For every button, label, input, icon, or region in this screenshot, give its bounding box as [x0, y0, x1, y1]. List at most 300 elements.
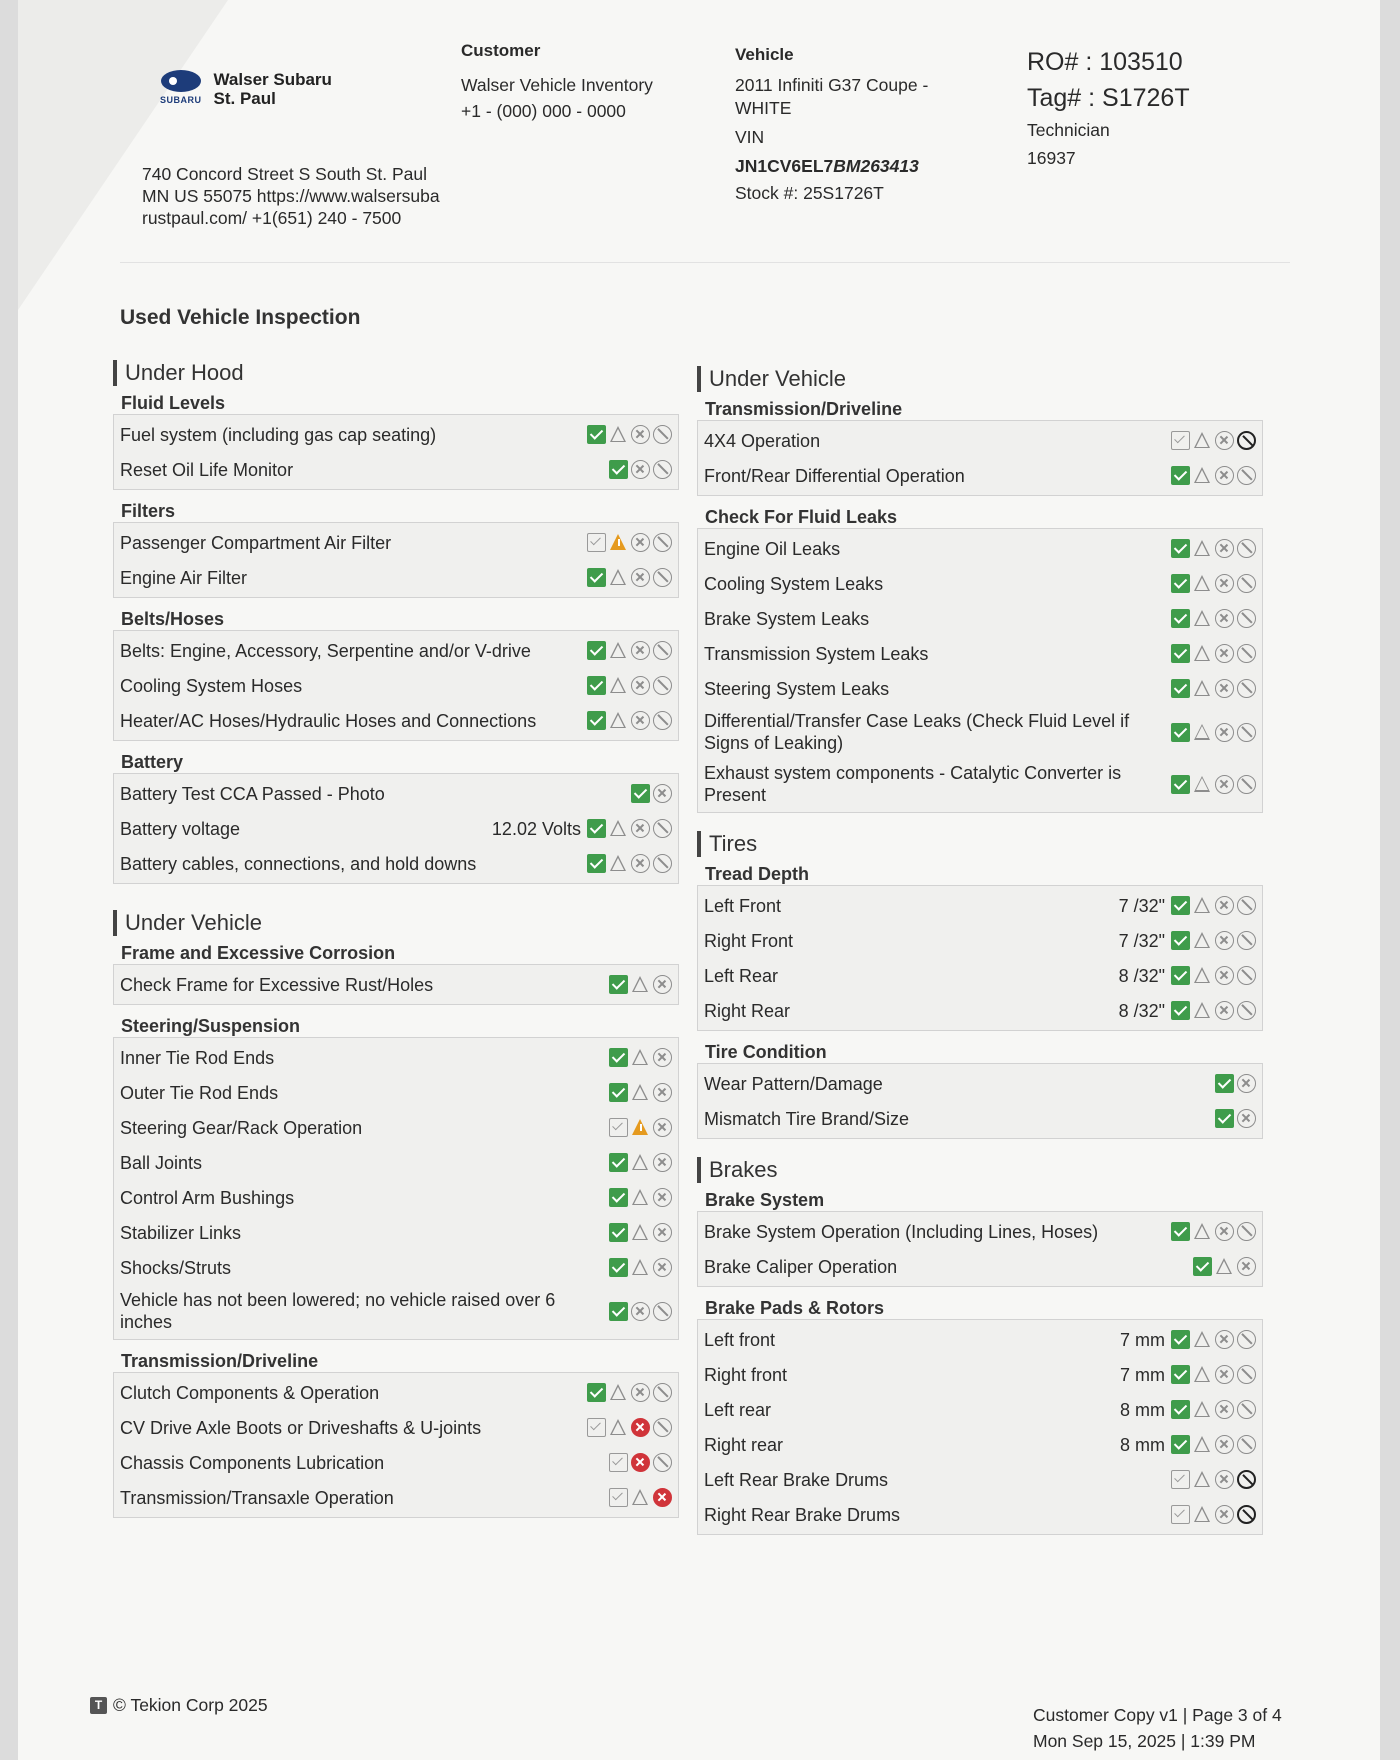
status-icons	[587, 1418, 672, 1437]
customer-name: Walser Vehicle Inventory	[461, 75, 653, 95]
item-label: Right Front	[704, 930, 794, 951]
customer-label: Customer	[461, 41, 541, 60]
inspection-item-vehicle-has-not-been-lowered-no-vehicle-	[114, 1285, 678, 1337]
warning-triangle-icon	[1193, 1222, 1212, 1241]
warning-triangle-icon	[1193, 609, 1212, 628]
section-title: Under Vehicle	[113, 910, 679, 936]
item-value: 7 /32"	[1118, 930, 1165, 951]
check-box-icon-checked	[1171, 1222, 1190, 1241]
dealer-logo	[160, 70, 344, 108]
item-value: 7 /32"	[1118, 895, 1165, 916]
not-applicable-icon	[653, 711, 672, 730]
check-box-icon-checked	[609, 1153, 628, 1172]
x-circle-icon	[1215, 466, 1234, 485]
check-box-icon	[609, 1488, 628, 1507]
item-label: Reset Oil Life Monitor	[120, 459, 294, 480]
x-circle-icon	[1215, 1435, 1234, 1454]
warning-triangle-icon	[631, 1258, 650, 1277]
warning-triangle-icon	[609, 854, 628, 873]
not-applicable-icon	[653, 533, 672, 552]
group-box	[697, 420, 1263, 496]
inspection-item-inner-tie-rod-ends	[114, 1040, 678, 1075]
warning-triangle-icon	[1193, 723, 1212, 742]
inspection-item-right-front	[698, 923, 1262, 958]
warning-triangle-icon	[1193, 644, 1212, 663]
item-label: Exhaust system components - Catalytic Converter is Present	[704, 763, 1122, 805]
not-applicable-icon	[1237, 574, 1256, 593]
copy-info: Customer Copy v1 | Page 3 of 4	[1033, 1705, 1282, 1725]
x-circle-icon	[653, 1153, 672, 1172]
x-circle-icon	[1215, 775, 1234, 794]
status-icons	[609, 1453, 672, 1472]
check-box-icon-checked	[609, 1083, 628, 1102]
subaru-logo-icon	[161, 70, 201, 92]
not-applicable-icon	[1237, 1400, 1256, 1419]
item-label: Brake Caliper Operation	[704, 1256, 898, 1277]
item-label: Ball Joints	[120, 1152, 203, 1173]
warning-triangle-icon	[1193, 1400, 1212, 1419]
not-applicable-icon	[653, 1453, 672, 1472]
status-icons	[1171, 679, 1256, 698]
not-applicable-icon-active	[1237, 1470, 1256, 1489]
group-title-steering-suspension: Steering/Suspension	[121, 1016, 301, 1036]
group-box	[113, 1372, 679, 1518]
check-box-icon-checked	[1171, 1330, 1190, 1349]
section-brakes	[697, 1157, 1263, 1535]
x-circle-icon	[631, 711, 650, 730]
warning-triangle-icon	[631, 975, 650, 994]
inspection-item-wear-pattern-damage	[698, 1066, 1262, 1101]
x-circle-icon	[1215, 896, 1234, 915]
check-box-icon-checked	[1171, 723, 1190, 742]
vin-value: JN1CV6EL7BM263413	[735, 156, 919, 176]
not-applicable-icon	[653, 1302, 672, 1321]
warning-triangle-icon	[609, 1383, 628, 1402]
vehicle-description: 2011 Infiniti G37 Coupe - WHITE	[735, 75, 929, 118]
x-circle-icon	[1215, 679, 1234, 698]
group-title-filters: Filters	[121, 501, 176, 521]
item-label: Vehicle has not been lowered; no vehicle raised over 6 inches	[120, 1290, 556, 1332]
status-icons	[1171, 609, 1256, 628]
x-circle-icon	[631, 676, 650, 695]
status-icons	[1171, 1400, 1256, 1419]
group-title-transmission-driveline: Transmission/Driveline	[121, 1351, 319, 1371]
group-title-check-for-fluid-leaks: Check For Fluid Leaks	[705, 507, 898, 527]
group-title-tread-depth: Tread Depth	[705, 864, 810, 884]
not-applicable-icon	[1237, 1222, 1256, 1241]
item-value: 8 mm	[1120, 1434, 1165, 1455]
item-label: Front/Rear Differential Operation	[704, 465, 965, 486]
status-icons	[609, 1488, 672, 1507]
inspection-item-left-rear	[698, 1392, 1262, 1427]
not-applicable-icon-active	[1237, 1505, 1256, 1524]
group-title-tire-condition: Tire Condition	[705, 1042, 827, 1062]
status-icons	[1171, 431, 1256, 450]
check-box-icon-checked	[1171, 1001, 1190, 1020]
check-box-icon-checked	[609, 1258, 628, 1277]
inspection-item-brake-system-leaks	[698, 601, 1262, 636]
inspection-item-4x4-operation	[698, 423, 1262, 458]
x-circle-icon	[1215, 431, 1234, 450]
item-label: Left Front	[704, 895, 782, 916]
order-block	[1027, 44, 1190, 172]
group-box	[697, 1319, 1263, 1535]
item-label: Right Rear	[704, 1000, 791, 1021]
check-box-icon	[1171, 1505, 1190, 1524]
not-applicable-icon	[1237, 1001, 1256, 1020]
item-label: Fuel system (including gas cap seating)	[120, 424, 437, 445]
status-icons	[1171, 966, 1256, 985]
section-title: Under Hood	[113, 360, 679, 386]
x-circle-icon	[1215, 966, 1234, 985]
not-applicable-icon	[1237, 609, 1256, 628]
not-applicable-icon	[653, 1418, 672, 1437]
section-under-vehicle	[113, 910, 679, 1518]
check-box-icon	[609, 1453, 628, 1472]
inspection-item-right-rear-brake-drums	[698, 1497, 1262, 1532]
check-box-icon-checked	[1171, 644, 1190, 663]
x-circle-icon	[631, 425, 650, 444]
x-circle-icon	[1215, 609, 1234, 628]
warning-triangle-icon	[1193, 1001, 1212, 1020]
inspection-item-outer-tie-rod-ends	[114, 1075, 678, 1110]
x-circle-icon	[653, 975, 672, 994]
not-applicable-icon	[1237, 931, 1256, 950]
not-applicable-icon	[653, 641, 672, 660]
warning-triangle-icon	[631, 1188, 650, 1207]
group-box	[697, 885, 1263, 1031]
warning-triangle-icon	[1193, 1505, 1212, 1524]
item-value: 8 /32"	[1118, 965, 1165, 986]
item-label: CV Drive Axle Boots or Driveshafts & U-joints	[120, 1417, 482, 1438]
not-applicable-icon	[1237, 644, 1256, 663]
vehicle-block	[735, 43, 965, 205]
inspection-item-cooling-system-leaks	[698, 566, 1262, 601]
not-applicable-icon-active	[1237, 431, 1256, 450]
x-circle-icon	[631, 568, 650, 587]
repair-order-number: RO# : 103510	[1027, 48, 1183, 76]
status-icons	[1171, 1001, 1256, 1020]
status-icons	[1215, 1109, 1256, 1128]
group-box	[113, 1037, 679, 1340]
inspection-item-check-frame-for-excessive-rust-holes	[114, 967, 678, 1002]
customer-phone: +1 - (000) 000 - 0000	[461, 101, 626, 121]
item-label: Battery Test CCA Passed - Photo	[120, 783, 385, 804]
check-box-icon-checked	[609, 1188, 628, 1207]
status-icons	[1171, 775, 1256, 794]
check-box-icon-checked	[1171, 775, 1190, 794]
not-applicable-icon	[1237, 1330, 1256, 1349]
item-label: Engine Oil Leaks	[704, 538, 841, 559]
check-box-icon	[1171, 1470, 1190, 1489]
inspection-item-cv-drive-axle-boots-or-driveshafts-u-joi	[114, 1410, 678, 1445]
x-circle-icon	[1237, 1257, 1256, 1276]
warning-triangle-icon	[631, 1083, 650, 1102]
x-circle-icon	[631, 1302, 650, 1321]
inspection-item-ball-joints	[114, 1145, 678, 1180]
item-label: Mismatch Tire Brand/Size	[704, 1108, 910, 1129]
group-title-fluid-levels: Fluid Levels	[121, 393, 226, 413]
print-datetime: Mon Sep 15, 2025 | 1:39 PM	[1033, 1731, 1256, 1751]
item-label: Left Rear Brake Drums	[704, 1469, 889, 1490]
right-column	[697, 366, 1263, 1535]
inspection-item-passenger-compartment-air-filter	[114, 525, 678, 560]
group-title-brake-pads-rotors: Brake Pads & Rotors	[705, 1298, 885, 1318]
inspection-item-battery-test-cca-passed-photo	[114, 776, 678, 811]
item-label: Chassis Components Lubrication	[120, 1452, 385, 1473]
item-label: Belts: Engine, Accessory, Serpentine and/or V-drive	[120, 640, 531, 661]
item-label: Brake System Leaks	[704, 608, 870, 629]
status-icons	[609, 1048, 672, 1067]
status-icons	[587, 711, 672, 730]
item-value: 7 mm	[1120, 1364, 1165, 1385]
inspection-item-reset-oil-life-monitor	[114, 452, 678, 487]
check-box-icon-checked	[1171, 574, 1190, 593]
warning-triangle-icon	[1193, 539, 1212, 558]
item-label: Cooling System Hoses	[120, 675, 303, 696]
warning-triangle-icon	[609, 641, 628, 660]
not-applicable-icon	[1237, 723, 1256, 742]
check-box-icon-checked	[587, 854, 606, 873]
vehicle-label: Vehicle	[735, 45, 794, 64]
inspection-item-control-arm-bushings	[114, 1180, 678, 1215]
warning-triangle-icon	[1193, 1330, 1212, 1349]
inspection-item-left-front	[698, 1322, 1262, 1357]
x-circle-icon-active	[653, 1488, 672, 1507]
check-box-icon-checked	[631, 784, 650, 803]
x-circle-icon	[1215, 1001, 1234, 1020]
x-circle-icon	[1215, 574, 1234, 593]
item-label: Transmission/Transaxle Operation	[120, 1487, 394, 1508]
stock-number: Stock #: 25S1726T	[735, 183, 884, 203]
inspection-item-transmission-system-leaks	[698, 636, 1262, 671]
item-label: Left Rear	[704, 965, 779, 986]
warning-triangle-icon	[609, 711, 628, 730]
check-box-icon-checked	[587, 641, 606, 660]
group-title-transmission-driveline: Transmission/Driveline	[705, 399, 903, 419]
group-title-brake-system: Brake System	[705, 1190, 825, 1210]
warning-triangle-icon	[1193, 431, 1212, 450]
warning-triangle-icon	[1193, 896, 1212, 915]
item-label: Stabilizer Links	[120, 1222, 242, 1243]
item-label: Left rear	[704, 1399, 772, 1420]
item-label: Differential/Transfer Case Leaks (Check Fluid Level if Signs of Leaking)	[704, 711, 1130, 753]
check-box-icon-checked	[1171, 966, 1190, 985]
inspection-item-fuel-system-including-gas-cap-seating	[114, 417, 678, 452]
status-icons	[609, 975, 672, 994]
page-corner-fold	[18, 0, 228, 310]
inspection-item-exhaust-system-components-catalytic-conv	[698, 758, 1262, 810]
check-box-icon	[1171, 431, 1190, 450]
not-applicable-icon	[1237, 1435, 1256, 1454]
x-circle-icon	[631, 533, 650, 552]
inspection-item-steering-gear-rack-operation	[114, 1110, 678, 1145]
section-title: Brakes	[697, 1157, 1263, 1183]
x-circle-icon	[1215, 1222, 1234, 1241]
item-value: 8 /32"	[1118, 1000, 1165, 1021]
not-applicable-icon	[1237, 679, 1256, 698]
item-label: Right front	[704, 1364, 788, 1385]
x-circle-icon	[1237, 1109, 1256, 1128]
check-box-icon-checked	[1171, 1400, 1190, 1419]
dealer-name: Walser Subaru St. Paul	[213, 70, 332, 108]
item-label: Battery voltage	[120, 818, 241, 839]
customer-block	[461, 38, 653, 124]
inspection-item-heater-ac-hoses-hydraulic-hoses-and-conn	[114, 703, 678, 738]
item-value: 8 mm	[1120, 1399, 1165, 1420]
item-label: Right rear	[704, 1434, 784, 1455]
group-title-battery: Battery	[121, 752, 184, 772]
status-icons	[587, 1383, 672, 1402]
item-label: Shocks/Struts	[120, 1257, 232, 1278]
inspection-item-right-front	[698, 1357, 1262, 1392]
status-icons	[609, 1302, 672, 1321]
check-box-icon-checked	[1193, 1257, 1212, 1276]
warning-triangle-icon	[631, 1153, 650, 1172]
inspection-item-chassis-components-lubrication	[114, 1445, 678, 1480]
warning-triangle-icon-active	[609, 533, 628, 552]
status-icons	[1171, 574, 1256, 593]
inspection-item-engine-oil-leaks	[698, 531, 1262, 566]
x-circle-icon	[1215, 931, 1234, 950]
item-label: Engine Air Filter	[120, 567, 248, 588]
x-circle-icon	[653, 1223, 672, 1242]
check-box-icon-checked	[609, 975, 628, 994]
check-box-icon-checked	[587, 568, 606, 587]
status-icons	[1171, 1505, 1256, 1524]
warning-triangle-icon	[1215, 1257, 1234, 1276]
x-circle-icon	[653, 784, 672, 803]
group-box	[113, 630, 679, 741]
status-icons	[1171, 896, 1256, 915]
logo-wordmark: SUBARU	[160, 95, 202, 105]
group-box	[113, 964, 679, 1005]
not-applicable-icon	[1237, 539, 1256, 558]
inspection-item-transmission-transaxle-operation	[114, 1480, 678, 1515]
status-icons	[587, 568, 672, 587]
footer-page-info	[1033, 1702, 1282, 1754]
x-circle-icon	[1215, 1330, 1234, 1349]
warning-triangle-icon	[1193, 1365, 1212, 1384]
item-label: Left front	[704, 1329, 776, 1350]
status-icons	[609, 1223, 672, 1242]
inspection-item-left-rear-brake-drums	[698, 1462, 1262, 1497]
check-box-icon-checked	[587, 1383, 606, 1402]
technician-label: Technician	[1027, 120, 1110, 140]
x-circle-icon	[1215, 644, 1234, 663]
x-circle-icon-active	[631, 1418, 650, 1437]
header-divider	[120, 262, 1290, 263]
document-title: Used Vehicle Inspection	[120, 306, 361, 329]
check-box-icon-checked	[1171, 466, 1190, 485]
status-icons	[1171, 1470, 1256, 1489]
x-circle-icon	[1215, 723, 1234, 742]
check-box-icon-checked	[1171, 1365, 1190, 1384]
status-icons	[1171, 723, 1256, 742]
item-value: 7 mm	[1120, 1329, 1165, 1350]
group-box	[113, 773, 679, 884]
status-icons	[587, 425, 672, 444]
not-applicable-icon	[653, 425, 672, 444]
status-icons	[609, 1153, 672, 1172]
inspection-item-left-front	[698, 888, 1262, 923]
check-box-icon-checked	[1171, 539, 1190, 558]
item-label: Battery cables, connections, and hold downs	[120, 853, 477, 874]
x-circle-icon	[653, 1188, 672, 1207]
check-box-icon-checked	[587, 425, 606, 444]
inspection-item-stabilizer-links	[114, 1215, 678, 1250]
inspection-item-belts-engine-accessory-serpentine-and-or	[114, 633, 678, 668]
check-box-icon-checked	[609, 1302, 628, 1321]
warning-triangle-icon	[631, 1223, 650, 1242]
status-icons	[609, 1258, 672, 1277]
check-box-icon	[587, 1418, 606, 1437]
item-label: Control Arm Bushings	[120, 1187, 295, 1208]
item-label: Check Frame for Excessive Rust/Holes	[120, 974, 434, 995]
warning-triangle-icon-active	[631, 1118, 650, 1137]
warning-triangle-icon	[1193, 1435, 1212, 1454]
inspection-item-front-rear-differential-operation	[698, 458, 1262, 493]
inspection-item-steering-system-leaks	[698, 671, 1262, 706]
x-circle-icon	[631, 641, 650, 660]
status-icons	[587, 854, 672, 873]
status-icons	[1171, 1435, 1256, 1454]
inspection-item-brake-system-operation-including-lines-h	[698, 1214, 1262, 1249]
x-circle-icon	[1215, 1470, 1234, 1489]
item-value: 12.02 Volts	[491, 818, 581, 839]
status-icons	[609, 1188, 672, 1207]
status-icons	[1171, 931, 1256, 950]
check-box-icon-checked	[1171, 1435, 1190, 1454]
status-icons	[1171, 1330, 1256, 1349]
item-label: Outer Tie Rod Ends	[120, 1082, 279, 1103]
warning-triangle-icon	[609, 425, 628, 444]
not-applicable-icon	[1237, 775, 1256, 794]
inspection-item-brake-caliper-operation	[698, 1249, 1262, 1284]
item-label: 4X4 Operation	[704, 430, 821, 451]
check-box-icon-checked	[1215, 1109, 1234, 1128]
item-label: Inner Tie Rod Ends	[120, 1047, 275, 1068]
item-label: Cooling System Leaks	[704, 573, 884, 594]
vin-label: VIN	[735, 127, 765, 147]
x-circle-icon	[1215, 1505, 1234, 1524]
tekion-logo-icon: T	[90, 1697, 107, 1714]
status-icons	[631, 784, 672, 803]
item-label: Steering System Leaks	[704, 678, 890, 699]
not-applicable-icon	[1237, 466, 1256, 485]
warning-triangle-icon	[609, 676, 628, 695]
status-icons	[1171, 1222, 1256, 1241]
check-box-icon-checked	[1171, 609, 1190, 628]
group-title-frame-and-excessive-corrosion: Frame and Excessive Corrosion	[121, 943, 396, 963]
group-box	[697, 1211, 1263, 1287]
not-applicable-icon	[653, 460, 672, 479]
section-under-hood	[113, 360, 679, 884]
inspection-item-differential-transfer-case-leaks-check-f	[698, 706, 1262, 758]
section-under-vehicle	[697, 366, 1263, 813]
inspection-item-right-rear	[698, 993, 1262, 1028]
group-box	[697, 1063, 1263, 1139]
status-icons	[1171, 466, 1256, 485]
item-label: Clutch Components & Operation	[120, 1382, 380, 1403]
check-box-icon-checked	[587, 819, 606, 838]
warning-triangle-icon	[631, 1488, 650, 1507]
group-title-belts-hoses: Belts/Hoses	[121, 609, 225, 629]
item-label: Wear Pattern/Damage	[704, 1073, 883, 1094]
footer-copyright	[90, 1695, 268, 1716]
section-title: Tires	[697, 831, 1263, 857]
check-box-icon-checked	[1171, 931, 1190, 950]
